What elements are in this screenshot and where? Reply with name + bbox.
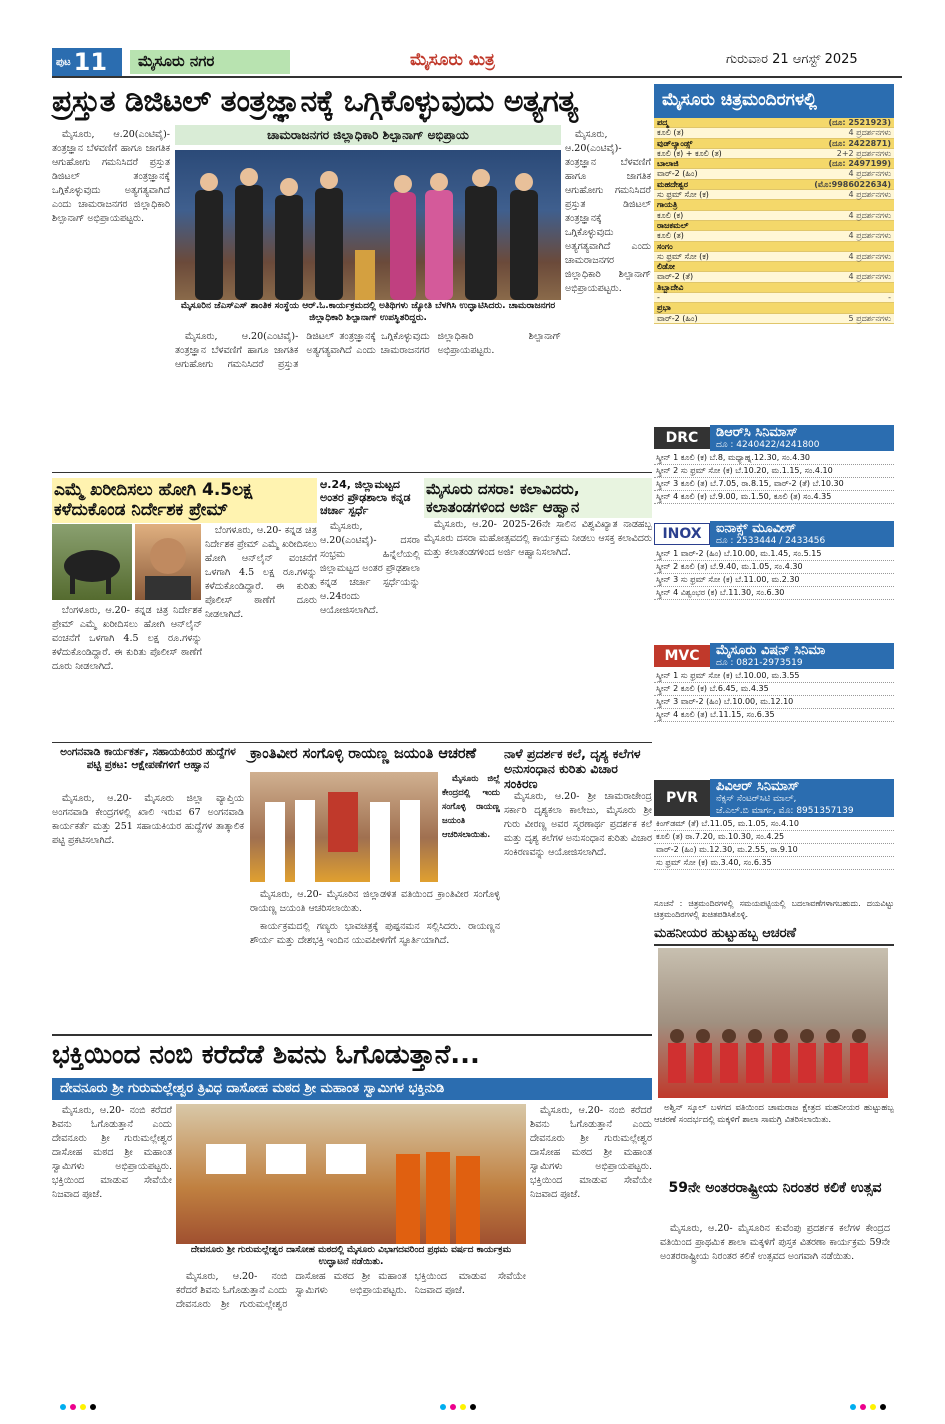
- page-prefix: ಪುಟ: [56, 56, 71, 68]
- drc-name-text: ಡಿಆರ್‌ಸಿ ಸಿನಿಮಾಸ್: [716, 425, 798, 440]
- cinema-theatre-row: [654, 303, 894, 313]
- lead-body: [52, 128, 170, 468]
- birthday-title: ಮಹನೀಯರ ಹುಟ್ಟುಹಬ್ಬ ಆಚರಣೆ: [654, 926, 894, 946]
- story8-caption: ದೇವನೂರು ಶ್ರೀ ಗುರುಮಲ್ಲೇಶ್ವರ ದಾಸೋಹ ಮಠದಲ್ಲಿ ಮೈಸೂರು ವಿಭಾಗದವರಿಂದ ಪ್ರಥಮ ವರ್ಷದ ಕಾರ್ಯಕ್ರಮ ಉದ್ಘಾಟನೆ ನಡೆಯಿತು.: [190, 1245, 512, 1267]
- cinema-row-detail: 4 ಪ್ರದರ್ಶನಗಳು: [848, 169, 891, 179]
- birthday-photo-children: [658, 948, 888, 1098]
- masthead-rule: [52, 76, 902, 78]
- drc-line: ಸ್ಕ್ರೀನ್ 3 ಕೂಲಿ (ತ) ಬೆ.7.05, ರಾ.8.15, ವಾರ್-2 (ತೆ) ಬೆ.10.30: [654, 478, 894, 491]
- black-dot: [880, 1404, 886, 1410]
- page-number: 11: [73, 48, 108, 76]
- story4-body: [424, 518, 652, 740]
- cinema-show-row: [654, 149, 894, 159]
- birthday-caption-text: ಅಶ್ವಿನ್ ಸ್ಕೂಲ್ ಬಳಗದ ವತಿಯಿಂದ ಚಾಮರಾಜ ಕ್ಷೇತ್ರದ ಮಹನೀಯರ ಹುಟ್ಟುಹಬ್ಬ ಆಚರಣೆ ಸಂದರ್ಭದಲ್ಲಿ ಮಕ್ಕಳಿಗೆ ಶಾಲಾ ಸಾಮಗ್ರಿ ವಿತರಿಸಲಾಯಿತು.: [654, 1103, 894, 1125]
- cinema-row-detail: 4 ಪ್ರದರ್ಶನಗಳು: [848, 231, 891, 241]
- pvr-line: ವಾರ್-2 (ಹಿಂ) ಮ.12.30, ಮ.2.55, ರಾ.9.10: [654, 844, 894, 857]
- lead-body-text: ಮೈಸೂರು, ಆ.20(ಎಂಟಿವೈ)- ತಂತ್ರಜ್ಞಾನ ಬೆಳವಣಿಗೆ ಹಾಗೂ ಜಾಗತಿಕ ಆಗುಹೋಗು ಗಮನಿಸಿದರೆ ಪ್ರಸ್ತುತ ಡಿಜಿಟಲ್ ತಂತ್ರಜ್ಞಾನಕ್ಕೆ ಒಗ್ಗಿಕೊಳ್ಳುವುದು ಅತ್ಯಗತ್ಯವಾಗಿದೆ ಎಂದು ಚಾಮರಾಜನಗರ ಜಿಲ್ಲಾಧಿಕಾರಿ ಶಿಲ್ಪಾನಾಗ್ ಅಭಿಪ್ರಾಯಪಟ್ಟರು.: [52, 129, 170, 224]
- story6-caption-text: ಮೈಸೂರು, ಆ.20- ಮೈಸೂರಿನ ಜಿಲ್ಲಾಡಳಿತ ವತಿಯಿಂದ ಕ್ರಾಂತಿವೀರ ಸಂಗೊಳ್ಳಿ ರಾಯಣ್ಣ ಜಯಂತಿ ಆಚರಿಸಲಾಯಿತು.: [250, 889, 500, 914]
- cinema-row-label: ರಾಜಕಮಲ್: [657, 220, 689, 230]
- cinema-row-label: ಬಾಲಾಜಿ: [657, 159, 679, 169]
- lead-photo-caption: ಮೈಸೂರಿನ ಜೆಎಸ್ಎಸ್ ಶಾಂತಿಕ ಸಂಸ್ಥೆಯ ಆರ್.ಓ.ಕಾರ್ಯಕ್ರಮದಲ್ಲಿ ಅತಿಥಿಗಳು ಜ್ಯೋತಿ ಬೆಳಗಿಸಿ ಉದ್ಘಾಟಿಸಿದರು. ಚಾಮರಾಜನಗರ ಜಿಲ್ಲಾಧಿಕಾರಿ ಶಿಲ್ಪಾನಾಗ್ ಉಪಸ್ಥಿತರಿದ್ದರು.: [180, 301, 556, 323]
- director-portrait-icon: [135, 524, 201, 600]
- mvc-name: [710, 643, 894, 669]
- cinema-row-label: ಲಿಡೋ: [657, 262, 675, 272]
- cinema-theatre-row: [654, 262, 894, 272]
- story7-body: [504, 790, 652, 1032]
- drc-line: ಸ್ಕ್ರೀನ್ 4 ಕೂಲಿ (ಕ) ಬೆ.9.00, ಮ.1.50, ಕೂಲಿ (ತ) ಸಂ.4.35: [654, 491, 894, 504]
- mvc-name-text: ಮೈಸೂರು ವಿಷನ್ ಸಿನಿಮಾ: [716, 643, 826, 658]
- mvc-phone: ದೂ : 0821-2973519: [716, 658, 803, 668]
- inox-line: ಸ್ಕ್ರೀನ್ 4 ವಿಶ್ವಂಭರ (ಕ) ಬೆ.11.30, ಸಂ.6.30: [654, 587, 894, 600]
- cinema-row-label: ವಾರ್-2 (ಹಿಂ): [657, 313, 698, 323]
- cinema-drc: [654, 424, 894, 504]
- cinema-row-label: ವಾರ್-2 (ತೆ): [657, 272, 694, 282]
- inox-phone: ದೂ : 2533444 / 2433456: [716, 536, 826, 546]
- lead-body-continued: [175, 330, 561, 470]
- cinema-drc-head: [654, 424, 894, 452]
- cinema-mvc-head: [654, 642, 894, 670]
- story8-photo-figures: [176, 1104, 526, 1244]
- story8-body-text-2: ಮೈಸೂರು, ಆ.20- ನಂಬಿ ಕರೆದರೆ ಶಿವನು ಓಗೊಡುತ್ತಾನೆ ಎಂದು ದೇವನೂರು ಶ್ರೀ ಗುರುಮಲ್ಲೇಶ್ವರ ದಾಸೋಹ ಮಠದ ಶ್ರೀ ಮಹಾಂತ ಸ್ವಾಮಿಗಳು ಅಭಿಪ್ರಾಯಪಟ್ಟರು. ಭಕ್ತಿಯಿಂದ ಮಾಡುವ ಸೇವೆಯೇ ನಿಜವಾದ ಪೂಜೆ.: [176, 1271, 526, 1310]
- cyan-dot: [850, 1404, 856, 1410]
- pvr-phone: ಜೆ.ಎಲ್.ಬಿ ಮಾರ್ಗ, ಮೊ: 8951357139: [716, 806, 854, 816]
- pvr-logo: PVR: [654, 780, 710, 816]
- cinema-show-row: [654, 314, 894, 324]
- cinema-row-detail: 4 ಪ್ರದರ್ಶನಗಳು: [848, 128, 891, 138]
- cinema-theatre-row: [654, 242, 894, 252]
- rule-lower: [52, 742, 652, 743]
- story5-headline: ಅಂಗನವಾಡಿ ಕಾರ್ಯಕರ್ತ, ಸಹಾಯಕಿಯರ ಹುದ್ದೆಗಳ ಪಟ್ಟಿ ಪ್ರಕಟ: ಆಕ್ಷೇಪಣೆಗಳಿಗೆ ಆಹ್ವಾನ: [60, 746, 236, 771]
- story8-body-mid: [176, 1270, 526, 1374]
- story9-body: [660, 1222, 890, 1372]
- drc-phone: ದೂ : 4240422/4241800: [716, 440, 820, 450]
- yellow-dot: [80, 1404, 86, 1410]
- cinema-row-detail: 4 ಪ್ರದರ್ಶನಗಳು: [848, 190, 891, 200]
- drc-logo: DRC: [654, 427, 710, 449]
- black-dot: [90, 1404, 96, 1410]
- cinema-row-label: ಪದ್ಮ: [657, 118, 669, 127]
- cinema-row-label: ಸಂಗಂ: [657, 241, 673, 251]
- cinema-inox: [654, 520, 894, 600]
- cinema-row-detail: (ದೂ: 2422871): [828, 138, 891, 148]
- cinema-row-label: ಕೂಲಿ (ಕ) + ಕೂಲಿ (ತ): [657, 148, 722, 158]
- cinema-row-label: ವುಡ್‌ಲ್ಯಾಂಡ್ಸ್: [657, 138, 693, 148]
- drc-lines: [654, 452, 894, 504]
- mvc-logo: MVC: [654, 645, 710, 667]
- cinema-row-detail: -: [888, 293, 891, 303]
- lead-continued-text: ಮೈಸೂರು, ಆ.20(ಎಂಟಿವೈ)- ತಂತ್ರಜ್ಞಾನ ಬೆಳವಣಿಗೆ ಹಾಗೂ ಜಾಗತಿಕ ಆಗುಹೋಗು ಗಮನಿಸಿದರೆ ಪ್ರಸ್ತುತ ಡಿಜಿಟಲ್ ತಂತ್ರಜ್ಞಾನಕ್ಕೆ ಒಗ್ಗಿಕೊಳ್ಳುವುದು ಅತ್ಯಗತ್ಯವಾಗಿದೆ ಎಂದು ಚಾಮರಾಜನಗರ ಜಿಲ್ಲಾಧಿಕಾರಿ ಶಿಲ್ಪಾನಾಗ್ ಅಭಿಪ್ರಾಯಪಟ್ಟರು.: [175, 331, 561, 370]
- story3-body: [320, 520, 420, 740]
- black-dot: [470, 1404, 476, 1410]
- lead-subhead: ಚಾಮರಾಜನಗರ ಜಿಲ್ಲಾಧಿಕಾರಿ ಶಿಲ್ಪಾನಾಗ್ ಅಭಿಪ್ರಾಯ: [175, 125, 561, 145]
- story9-body-text: ಮೈಸೂರು, ಆ.20- ಮೈಸೂರಿನ ಕುವೆಂಪು ಪ್ರದರ್ಶಕ ಕಲೆಗಳ ಕೇಂದ್ರದ ವತಿಯಿಂದ ಪ್ರಾಥಮಿಕ ಶಾಲಾ ಮಕ್ಕಳಿಗೆ ಪುಸ್ತಕ ವಿತರಣಾ ಕಾರ್ಯಕ್ರಮ 59ನೇ ಅಂತರರಾಷ್ಟ್ರೀಯ ನಿರಂತರ ಕಲಿಕೆ ಉತ್ಸವದ ಅಂಗವಾಗಿ ನಡೆಯಿತು.: [660, 1223, 890, 1262]
- inox-name-text: ಐನಾಕ್ಸ್ ಮೂವೀಸ್: [716, 521, 796, 536]
- cinema-row-detail: (ದೂ: 2521923): [828, 118, 891, 127]
- section-name: ಮೈಸೂರು ನಗರ: [130, 50, 290, 74]
- story2-headline: ಎಮ್ಮೆ ಖರೀದಿಸಲು ಹೋಗಿ 4.5ಲಕ್ಷ ಕಳೆದುಕೊಂಡ ನಿರ್ದೇಶಕ ಪ್ರೇಮ್: [52, 478, 317, 523]
- lead-headline: ಪ್ರಸ್ತುತ ಡಿಜಿಟಲ್ ತಂತ್ರಜ್ಞಾನಕ್ಕೆ ಒಗ್ಗಿಕೊಳ್ಳುವುದು ಅತ್ಯಗತ್ಯ: [52, 84, 578, 119]
- story5-body-text: ಮೈಸೂರು, ಆ.20- ಮೈಸೂರು ಜಿಲ್ಲಾ ವ್ಯಾಪ್ತಿಯ ಅಂಗನವಾಡಿ ಕೇಂದ್ರಗಳಲ್ಲಿ ಖಾಲಿ ಇರುವ 67 ಅಂಗನವಾಡಿ ಕಾರ್ಯಕರ್ತೆ ಮತ್ತು 251 ಸಹಾಯಕಿಯರ ಹುದ್ದೆಗಳ ತಾತ್ಕಾಲಿಕ ಪಟ್ಟಿ ಪ್ರಕಟಿಸಲಾಗಿದೆ.: [52, 793, 244, 846]
- pvr-line: ಸು ಫ್ರಮ್ ಸೋ (ಕ) ಮ.3.40, ಸಂ.6.35: [654, 857, 894, 870]
- magenta-dot: [70, 1404, 76, 1410]
- page-number-badge: [52, 48, 122, 76]
- cinema-row-detail: 4 ಪ್ರದರ್ಶನಗಳು: [848, 210, 891, 220]
- cinema-theatre-row: [654, 221, 894, 231]
- story8-subhead: ದೇವನೂರು ಶ್ರೀ ಗುರುಮಲ್ಲೇಶ್ವರ ತ್ರಿವಿಧ ದಾಸೋಹ ಮಠದ ಶ್ರೀ ಮಹಾಂತ ಸ್ವಾಮಿಗಳ ಭಕ್ತಿನುಡಿ: [52, 1078, 652, 1100]
- story6-side-note: [442, 772, 500, 887]
- rayanna-photo: [250, 772, 438, 882]
- mvc-line: ಸ್ಕ್ರೀನ್ 4 ಕೂಲಿ (ತ) ಬೆ.11.15, ಸಂ.6.35: [654, 709, 894, 722]
- cinema-theatre-row: [654, 139, 894, 149]
- inox-logo: INOX: [654, 523, 710, 545]
- cinema-show-row: [654, 169, 894, 179]
- magenta-dot: [450, 1404, 456, 1410]
- yellow-dot: [870, 1404, 876, 1410]
- rule-bottom: [52, 1034, 652, 1036]
- cinema-row-label: ಸು ಫ್ರಮ್ ಸೋ (ಕ): [657, 251, 709, 261]
- story6-headline: ಕ್ರಾಂತಿವೀರ ಸಂಗೊಳ್ಳಿ ರಾಯಣ್ಣ ಜಯಂತಿ ಆಚರಣೆ: [250, 746, 477, 762]
- cinema-row-detail: 2+2 ಪ್ರದರ್ಶನಗಳು: [836, 148, 891, 158]
- cinema-theatre-row: [654, 200, 894, 210]
- story2-body-right: [205, 524, 317, 739]
- story8-body-text-3: ಮೈಸೂರು, ಆ.20- ನಂಬಿ ಕರೆದರೆ ಶಿವನು ಓಗೊಡುತ್ತಾನೆ ಎಂದು ದೇವನೂರು ಶ್ರೀ ಗುರುಮಲ್ಲೇಶ್ವರ ದಾಸೋಹ ಮಠದ ಶ್ರೀ ಮಹಾಂತ ಸ್ವಾಮಿಗಳು ಅಭಿಪ್ರಾಯಪಟ್ಟರು. ಭಕ್ತಿಯಿಂದ ಮಾಡುವ ಸೇವೆಯೇ ನಿಜವಾದ ಪೂಜೆ.: [530, 1105, 652, 1200]
- cinema-show-row: [654, 272, 894, 282]
- cinema-notice: ಸೂಚನೆ : ಚಿತ್ರಮಂದಿರಗಳಲ್ಲಿ ಸಮಯಪಟ್ಟಿಯಲ್ಲಿ ಬದಲಾವಣೆಗಳಾಗಬಹುದು. ದಯವಿಟ್ಟು ಚಿತ್ರಮಂದಿರಗಳಲ್ಲಿ ಖಚಿತಪಡಿಸಿಕೊಳ್ಳಿ.: [654, 899, 894, 919]
- story2-body-text-2: ಬೆಂಗಳೂರು, ಆ.20- ಕನ್ನಡ ಚಿತ್ರ ನಿರ್ದೇಶಕ ಪ್ರೇಮ್ ಎಮ್ಮೆ ಖರೀದಿಸಲು ಹೋಗಿ ಆನ್‌ಲೈನ್ ವಂಚನೆಗೆ ಒಳಗಾಗಿ 4.5 ಲಕ್ಷ ರೂ.ಗಳನ್ನು ಕಳೆದುಕೊಂಡಿದ್ದಾರೆ. ಈ ಕುರಿತು ಪೊಲೀಸ್ ಠಾಣೆಗೆ ದೂರು ನೀಡಲಾಗಿದೆ.: [52, 605, 202, 672]
- cinema-row-label: -: [657, 293, 660, 303]
- mvc-line: ಸ್ಕ್ರೀನ್ 3 ವಾರ್-2 (ಹಿಂ) ಬೆ.10.00, ಮ.12.10: [654, 696, 894, 709]
- cinema-row-detail: (ದೂ: 2497199): [828, 159, 891, 169]
- story6-side-text: ಮೈಸೂರು ಜಿಲ್ಲೆ ಕೇಂದ್ರದಲ್ಲಿ ಇಂದು ಸಂಗೊಳ್ಳಿ ರಾಯಣ್ಣ ಜಯಂತಿ ಆಚರಿಸಲಾಯಿತು.: [442, 774, 500, 840]
- cinema-theatre-row: [654, 118, 894, 128]
- cinema-row-label: ಕೂಲಿ (ತ): [657, 231, 684, 241]
- cinema-row-detail: 5 ಪ್ರದರ್ಶನಗಳು: [848, 313, 891, 323]
- cinema-show-row: [654, 128, 894, 138]
- inox-line: ಸ್ಕ್ರೀನ್ 2 ಕೂಲಿ (ತ) ಬೆ.9.40, ಮ.1.05, ಸಂ.4.30: [654, 561, 894, 574]
- cinema-sidebar-title: ಮೈಸೂರು ಚಿತ್ರಮಂದಿರಗಳಲ್ಲಿ: [654, 84, 894, 118]
- mvc-line: ಸ್ಕ್ರೀನ್ 2 ಕೂಲಿ (ಕ) ಬೆ.6.45, ಮ.4.35: [654, 683, 894, 696]
- story7-body-text: ಮೈಸೂರು, ಆ.20- ಶ್ರೀ ಚಾಮರಾಜೇಂದ್ರ ಸರ್ಕಾರಿ ದೃಶ್ಯಕಲಾ ಕಾಲೇಜು, ಮೈಸೂರು ಶ್ರೀ ಗುರು ವೀರಣ್ಣ ಅವರ ಸ್ಮರಣಾರ್ಥ ಪ್ರದರ್ಶಕ ಕಲೆ ಮತ್ತು ದೃಶ್ಯ ಕಲೆಗಳ ಅನುಸಂಧಾನ ಕುರಿತು ವಿಚಾರ ಸಂಕಿರಣವನ್ನು ಆಯೋಜಿಸಲಾಗಿದೆ.: [504, 791, 652, 858]
- cinema-listing-table: [654, 118, 894, 324]
- cinema-theatre-row: [654, 180, 894, 190]
- story9-headline: 59ನೇ ಅಂತರರಾಷ್ಟ್ರೀಯ ನಿರಂತರ ಕಲಿಕೆ ಉತ್ಸವ: [668, 1180, 882, 1196]
- story6-body-text: ಕಾರ್ಯಕ್ರಮದಲ್ಲಿ ಗಣ್ಯರು ಭಾವಚಿತ್ರಕ್ಕೆ ಪುಷ್ಪನಮನ ಸಲ್ಲಿಸಿದರು. ರಾಯಣ್ಣನ ಶೌರ್ಯ ಮತ್ತು ದೇಶಭಕ್ತಿ ಇಂದಿನ ಯುವಪೀಳಿಗೆಗೆ ಸ್ಫೂರ್ತಿಯಾಗಿದೆ.: [250, 921, 500, 946]
- pvr-name-text: ಪಿವಿಆರ್ ಸಿನಿಮಾಸ್: [716, 779, 800, 794]
- rayanna-photo-figures: [250, 772, 438, 882]
- buffalo-icon: [52, 524, 132, 600]
- story3-headline: ಆ.24, ಜಿಲ್ಲಾಮಟ್ಟದ ಅಂತರ ಪ್ರೌಢಶಾಲಾ ಕನ್ನಡ ಚರ್ಚಾ ಸ್ಪರ್ಧೆ: [320, 478, 411, 518]
- drc-name: [710, 425, 894, 451]
- lead-right-text: ಮೈಸೂರು, ಆ.20(ಎಂಟಿವೈ)- ತಂತ್ರಜ್ಞಾನ ಬೆಳವಣಿಗೆ ಹಾಗೂ ಜಾಗತಿಕ ಆಗುಹೋಗು ಗಮನಿಸಿದರೆ ಪ್ರಸ್ತುತ ಡಿಜಿಟಲ್ ತಂತ್ರಜ್ಞಾನಕ್ಕೆ ಒಗ್ಗಿಕೊಳ್ಳುವುದು ಅತ್ಯಗತ್ಯವಾಗಿದೆ ಎಂದು ಚಾಮರಾಜನಗರ ಜಿಲ್ಲಾಧಿಕಾರಿ ಶಿಲ್ಪಾನಾಗ್ ಅಭಿಪ್ರಾಯಪಟ್ಟರು.: [565, 129, 651, 294]
- print-registration-marks-center: [440, 1404, 476, 1410]
- story7-headline: ನಾಳೆ ಪ್ರದರ್ಶಕ ಕಲೆ, ದೃಶ್ಯ ಕಲೆಗಳ ಅನುಸಂಧಾನ ಕುರಿತು ವಿಚಾರ ಸಂಕಿರಣ: [504, 746, 641, 791]
- story2-body-left: [52, 604, 202, 739]
- inox-line: ಸ್ಕ್ರೀನ್ 1 ವಾರ್-2 (ಹಿಂ) ಬೆ.10.00, ಮ.1.45, ಸಂ.5.15: [654, 548, 894, 561]
- story2-body-text: ಬೆಂಗಳೂರು, ಆ.20- ಕನ್ನಡ ಚಿತ್ರ ನಿರ್ದೇಶಕ ಪ್ರೇಮ್ ಎಮ್ಮೆ ಖರೀದಿಸಲು ಹೋಗಿ ಆನ್‌ಲೈನ್ ವಂಚನೆಗೆ ಒಳಗಾಗಿ 4.5 ಲಕ್ಷ ರೂ.ಗಳನ್ನು ಕಳೆದುಕೊಂಡಿದ್ದಾರೆ. ಈ ಕುರಿತು ಪೊಲೀಸ್ ಠಾಣೆಗೆ ದೂರು ನೀಡಲಾಗಿದೆ.: [205, 525, 317, 620]
- cinema-row-label: ಪ್ರಭಾ: [657, 303, 671, 313]
- cinema-row-detail: 4 ಪ್ರದರ್ಶನಗಳು: [848, 272, 891, 282]
- cyan-dot: [440, 1404, 446, 1410]
- birthday-caption: [654, 1102, 894, 1176]
- cinema-show-row: [654, 211, 894, 221]
- story6-body: [250, 888, 500, 1032]
- cinema-inox-head: [654, 520, 894, 548]
- cinema-pvr-head: [654, 778, 894, 818]
- inox-lines: [654, 548, 894, 600]
- cinema-row-label: ಗಾಯತ್ರಿ: [657, 200, 678, 210]
- buffalo-photo: [52, 524, 132, 600]
- story8-photo: [176, 1104, 526, 1244]
- cinema-show-row: [654, 231, 894, 241]
- inox-name: [710, 521, 894, 547]
- story5-body: [52, 792, 244, 1032]
- pvr-name: [710, 779, 894, 817]
- cinema-theatre-row: [654, 159, 894, 169]
- mvc-line: ಸ್ಕ್ರೀನ್ 1 ಸು ಫ್ರಮ್ ಸೋ (ಕ) ಬೆ.10.00, ಮ.3.55: [654, 670, 894, 683]
- story4-body-text: ಮೈಸೂರು, ಆ.20- 2025-26ನೇ ಸಾಲಿನ ವಿಶ್ವವಿಖ್ಯಾತ ನಾಡಹಬ್ಬ ಮೈಸೂರು ದಸರಾ ಮಹೋತ್ಸವದಲ್ಲಿ ಕಾರ್ಯಕ್ರಮ ನೀಡಲು ಆಸಕ್ತ ಕಲಾವಿದರು ಮತ್ತು ಕಲಾತಂಡಗಳಿಂದ ಅರ್ಜಿ ಆಹ್ವಾನಿಸಲಾಗಿದೆ.: [424, 519, 652, 558]
- lead-body-right: [565, 128, 651, 468]
- yellow-dot: [460, 1404, 466, 1410]
- cinema-show-row: [654, 252, 894, 262]
- cinema-theatre-row: [654, 283, 894, 293]
- pvr-lines: [654, 818, 894, 870]
- birthday-photo: [658, 948, 888, 1098]
- pvr-sub: ನೆಕ್ಸಸ್ ಸೆಂಟರ್‌ಸಿಟಿ ಮಾಲ್,: [716, 794, 797, 804]
- story8-headline: ಭಕ್ತಿಯಿಂದ ನಂಬಿ ಕರೆದೆಡೆ ಶಿವನು ಓಗೊಡುತ್ತಾನೆ...: [52, 1040, 480, 1070]
- cinema-row-detail: (ಮೊ:9986022634): [814, 179, 891, 189]
- story8-body-left: [52, 1104, 172, 1374]
- date-line: ಗುರುವಾರ 21 ಆಗಸ್ಟ್ 2025: [726, 52, 858, 67]
- cinema-row-label: ತಿಬ್ಬಾದೇವಿ: [657, 282, 684, 292]
- story8-body-text: ಮೈಸೂರು, ಆ.20- ನಂಬಿ ಕರೆದರೆ ಶಿವನು ಓಗೊಡುತ್ತಾನೆ ಎಂದು ದೇವನೂರು ಶ್ರೀ ಗುರುಮಲ್ಲೇಶ್ವರ ದಾಸೋಹ ಮಠದ ಶ್ರೀ ಮಹಾಂತ ಸ್ವಾಮಿಗಳು ಅಭಿಪ್ರಾಯಪಟ್ಟರು. ಭಕ್ತಿಯಿಂದ ಮಾಡುವ ಸೇವೆಯೇ ನಿಜವಾದ ಪೂಜೆ.: [52, 1105, 172, 1200]
- cinema-row-detail: 4 ಪ್ರದರ್ಶನಗಳು: [848, 251, 891, 261]
- story3-body-text: ಮೈಸೂರು, ಆ.20(ಎಂಟಿವೈ)- ದಸರಾ ಸಂಭ್ರಮ ಹಿನ್ನೆಲೆಯಲ್ಲಿ ಜಿಲ್ಲಾಮಟ್ಟದ ಅಂತರ ಪ್ರೌಢಶಾಲಾ ಕನ್ನಡ ಚರ್ಚಾ ಸ್ಪರ್ಧೆಯನ್ನು ಆ.24ರಂದು ಆಯೋಜಿಸಲಾಗಿದೆ.: [320, 521, 420, 616]
- pvr-line: ಕಿಂಗ್‌ಡಮ್ (ತೆ) ಬೆ.11.05, ಮ.1.05, ಸಂ.4.10: [654, 818, 894, 831]
- print-registration-marks-right: [850, 1404, 886, 1410]
- lead-photo-figures: [175, 150, 561, 300]
- cinema-show-row: [654, 190, 894, 200]
- cinema-row-label: ಮಹದೇಶ್ವರ: [657, 179, 688, 189]
- paper-name: ಮೈಸೂರು ಮಿತ್ರ: [410, 50, 495, 70]
- cinema-pvr: [654, 778, 894, 870]
- cinema-mvc: [654, 642, 894, 722]
- mvc-lines: [654, 670, 894, 722]
- cinema-row-label: ವಾರ್-2 (ಹಿಂ): [657, 169, 698, 179]
- pvr-line: ಕೂಲಿ (ತ) ರಾ.7.20, ಮ.10.30, ಸಂ.4.25: [654, 831, 894, 844]
- drc-line: ಸ್ಕ್ರೀನ್ 2 ಸು ಫ್ರಮ್ ಸೋ (ಕ) ಬೆ.10.20, ಮ.1.15, ಸಂ.4.10: [654, 465, 894, 478]
- inox-line: ಸ್ಕ್ರೀನ್ 3 ಸು ಫ್ರಮ್ ಸೋ (ಕ) ಬೆ.11.00, ಮ.2.30: [654, 574, 894, 587]
- story8-body-right: [530, 1104, 652, 1374]
- lead-photo: [175, 150, 561, 300]
- rule-mid: [52, 472, 652, 473]
- drc-line: ಸ್ಕ್ರೀನ್ 1 ಕೂಲಿ (ಕ) ಬೆ.8, ಮಧ್ಯಾಹ್ನ.12.30, ಸಂ.4.30: [654, 452, 894, 465]
- cinema-row-label: ಕೂಲಿ (ತ): [657, 128, 684, 138]
- cyan-dot: [60, 1404, 66, 1410]
- cinema-row-label: ಸು ಫ್ರಮ್ ಸೋ (ಕ): [657, 190, 709, 200]
- story4-headline: ಮೈಸೂರು ದಸರಾ: ಕಲಾವಿದರು, ಕಲಾತಂಡಗಳಿಂದ ಅರ್ಜಿ ಆಹ್ವಾನ: [424, 478, 652, 518]
- print-registration-marks: [60, 1404, 96, 1410]
- cinema-show-row: [654, 293, 894, 303]
- magenta-dot: [860, 1404, 866, 1410]
- cinema-row-label: ಕೂಲಿ (ಕ): [657, 210, 684, 220]
- director-photo: [135, 524, 201, 600]
